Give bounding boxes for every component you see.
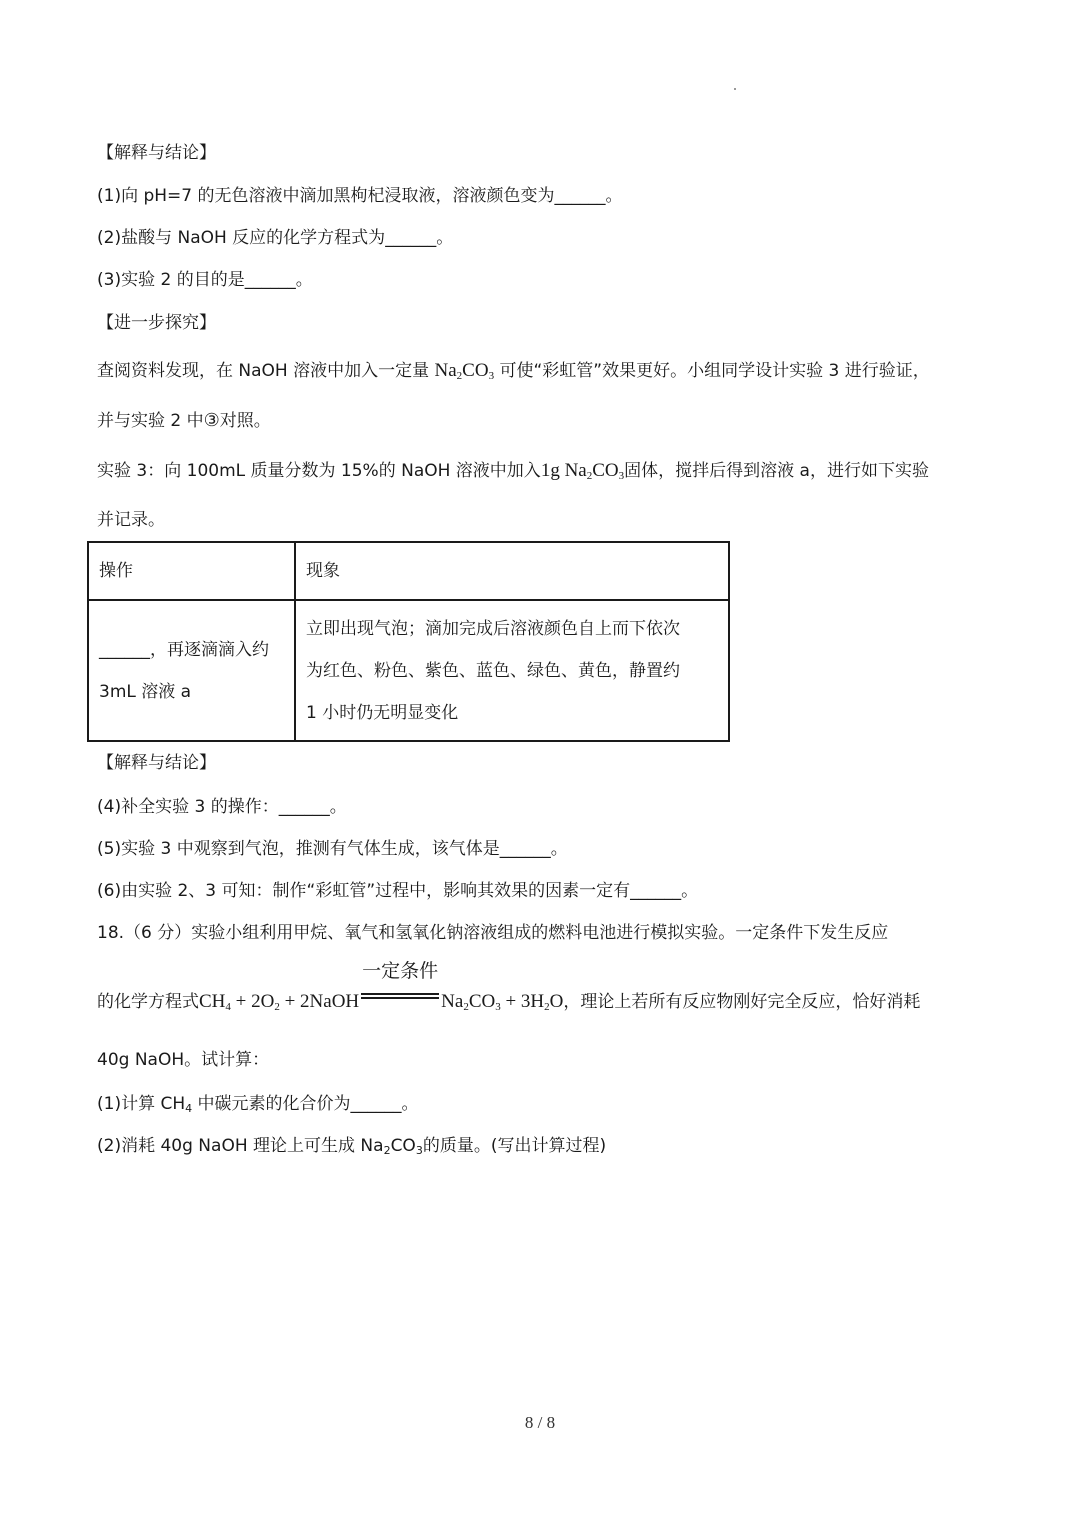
question-18-sub-1: (1)计算 $CH_4$ 中碳元素的化合价为______。 <box>97 1094 419 1115</box>
question-1: (1)向 pH=7 的无色溶液中滴加黑枸杞浸取液，溶液颜色变为______。 <box>97 186 623 206</box>
answer-blank: ______ <box>499 839 551 859</box>
question-2: (2)盐酸与 NaOH 反应的化学方程式为______。 <box>97 228 454 248</box>
question-18-intro: 18.（6 分）实验小组利用甲烷、氧气和氢氧化钠溶液组成的燃料电池进行模拟实验。一定条件下发生反应 <box>97 923 889 943</box>
formula-na2co3: $Na_2CO_3$ <box>434 360 495 382</box>
cell-phenomenon: 立即出现气泡；滴加完成后溶液颜色自上而下依次 为红色、粉色、紫色、蓝色、绿色、黄色，静置约 1 小时仍无明显变化 <box>295 600 729 741</box>
equation-arrow <box>359 961 441 1007</box>
paragraph-research-cont: 并与实验 2 中③对照。 <box>97 410 271 431</box>
header-phenomenon: 现象 <box>295 542 729 600</box>
header-operation: 操作 <box>88 542 295 600</box>
question-18-cont: 40g NaOH。试计算： <box>97 1050 270 1070</box>
scan-speck <box>734 88 736 90</box>
answer-blank: ______ <box>385 228 437 248</box>
question-4: (4)补全实验 3 的操作：______。 <box>97 797 347 817</box>
answer-blank: ______ <box>244 270 296 290</box>
experiment-table <box>87 541 730 742</box>
equation-products: $Na_2CO_3 + 3H_2O$ <box>441 991 564 1013</box>
equation-condition: 一定条件 <box>362 961 439 982</box>
equation-reactants: $CH_4 + 2O_2$ + 2NaOH <box>199 991 360 1013</box>
experiment-3-description: 实验 3：向 100mL 质量分数为 15%的 NaOH 溶液中加入1g $Na_2CO_3$固体，搅拌后得到溶液 a，进行如下实验 <box>97 460 929 482</box>
answer-blank: ______ <box>554 186 606 206</box>
section-heading-conclusion-2: 【解释与结论】 <box>97 753 216 773</box>
formula-1g-na2co3: 1g $Na_2CO_3$ <box>540 460 625 482</box>
table-row <box>88 600 729 741</box>
question-5: (5)实验 3 中观察到气泡，推测有气体生成，该气体是______。 <box>97 839 568 859</box>
experiment-3-description-cont: 并记录。 <box>97 510 165 530</box>
question-6: (6)由实验 2、3 可知：制作“彩虹管”过程中，影响其效果的因素一定有______。 <box>97 881 699 901</box>
question-18-sub-2: (2)消耗 40g NaOH 理论上可生成 $Na_2CO_3$的质量。(写出计算过程) <box>97 1136 607 1157</box>
question-3: (3)实验 2 的目的是______。 <box>97 270 313 290</box>
section-heading-conclusion-1: 【解释与结论】 <box>97 143 216 163</box>
question-18-equation: 的化学方程式$CH_4 + 2O_2$ + 2NaOH 一定条件 $Na_2CO_3 + 3H_2O$，理论上若所有反应物刚好完全反应，恰好消耗 <box>97 961 921 1013</box>
cell-operation: ______，再逐滴滴入约 3mL 溶液 a <box>88 600 295 741</box>
answer-blank: ______ <box>278 797 330 817</box>
answer-blank: ______ <box>630 881 682 901</box>
answer-blank: ______ <box>99 639 150 660</box>
section-heading-further-inquiry: 【进一步探究】 <box>97 313 216 333</box>
page-number: 8 / 8 <box>524 1413 556 1432</box>
table-header-row <box>88 542 729 600</box>
answer-blank: ______ <box>350 1094 402 1114</box>
paragraph-research: 查阅资料发现，在 NaOH 溶液中加入一定量 $Na_2CO_3$ 可使“彩虹管”效果更好。小组同学设计实验 3 进行验证， <box>97 360 930 382</box>
